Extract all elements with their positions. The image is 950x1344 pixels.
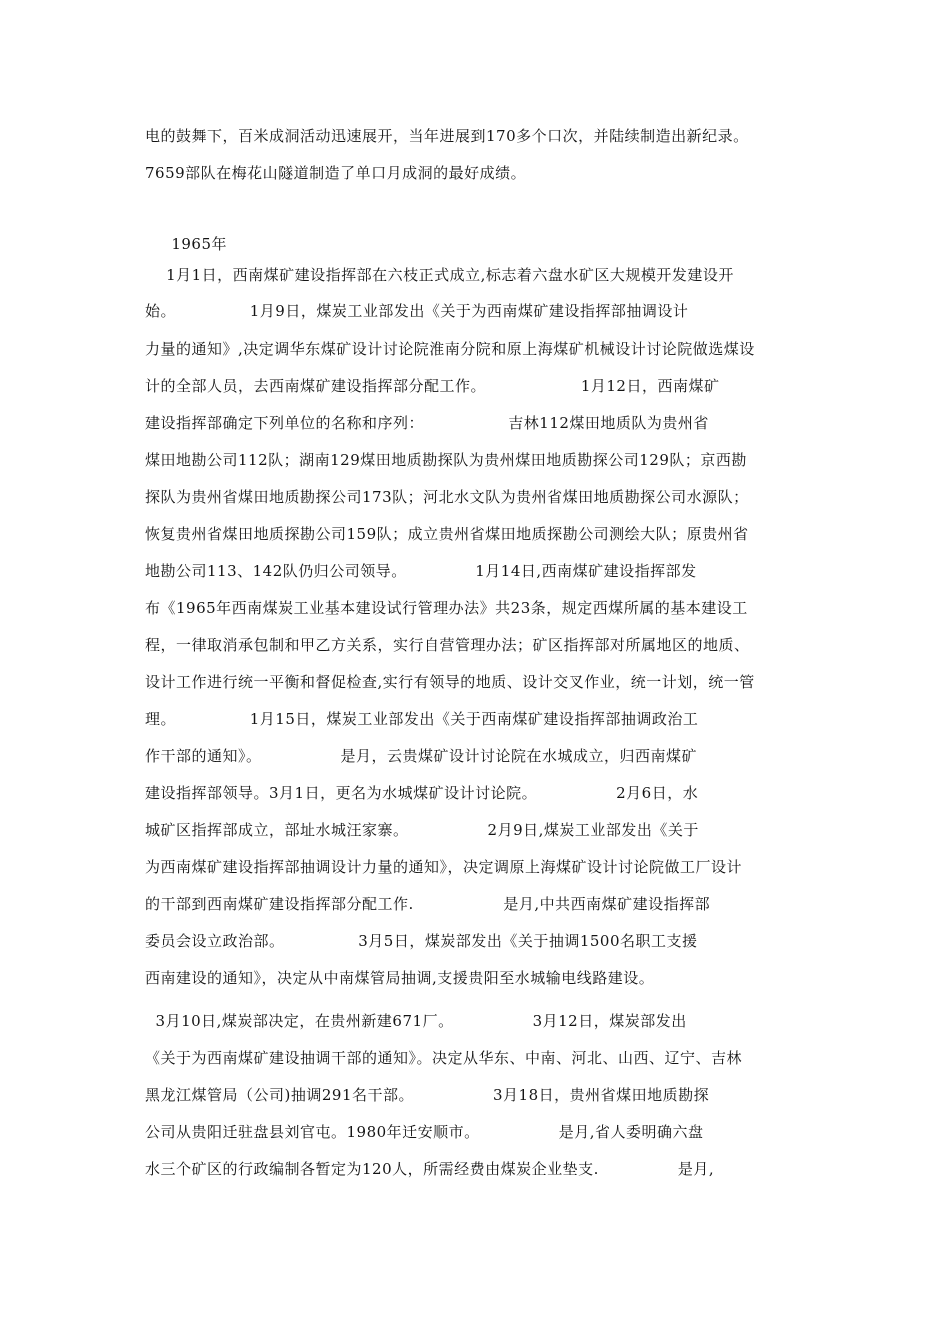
text-line: 设计工作进行统一平衡和督促检查,实行有领导的地质、设计交叉作业，统一计划，统一管 <box>145 673 755 691</box>
text-line: 7659部队在梅花山隧道制造了单口月成洞的最好成绩。 <box>145 164 527 182</box>
text-line: 为西南煤矿建设指挥部抽调设计力量的通知》，决定调原上海煤矿设计讨论院做工厂设计 <box>145 858 743 876</box>
text-line: 西南建设的通知》，决定从中南煤管局抽调,支援贵阳至水城输电线路建设。 <box>145 969 655 987</box>
text-line: 建设指挥部领导。3月1日，更名为水城煤矿设计讨论院。 2月6日，水 <box>145 784 699 802</box>
text-line: 恢复贵州省煤田地质探勘公司159队；成立贵州省煤田地质探勘公司测绘大队；原贵州省 <box>145 525 749 543</box>
text-line: 理。 1月15日，煤炭工业部发出《关于西南煤矿建设指挥部抽调政治工 <box>145 710 699 728</box>
text-line: 电的鼓舞下，百米成洞活动迅速展开，当年进展到170多个口次，并陆续制造出新纪录。 <box>145 127 749 145</box>
text-line: 3月10日,煤炭部决定，在贵州新建671厂。 3月12日，煤炭部发出 <box>145 1012 687 1030</box>
text-line: 公司从贵阳迁驻盘县刘官屯。1980年迁安顺市。 是月,省人委明确六盘 <box>145 1123 704 1141</box>
text-line: 1月1日，西南煤矿建设指挥部在六枝正式成立,标志着六盘水矿区大规模开发建设开 <box>145 266 734 284</box>
text-line: 建设指挥部确定下列单位的名称和序列： 吉林112煤田地质队为贵州省 <box>145 414 709 432</box>
text-line: 煤田地勘公司112队；湖南129煤田地质勘探队为贵州煤田地质勘探公司129队；京西勘 <box>145 451 747 469</box>
text-line: 计的全部人员，去西南煤矿建设指挥部分配工作。 1月12日，西南煤矿 <box>145 377 720 395</box>
text-line: 始。 1月9日，煤炭工业部发出《关于为西南煤矿建设指挥部抽调设计 <box>145 302 689 320</box>
text-line: 1965年 <box>145 235 228 253</box>
text-line: 的干部到西南煤矿建设指挥部分配工作. 是月,中共西南煤矿建设指挥部 <box>145 895 711 913</box>
text-line: 《关于为西南煤矿建设抽调干部的通知》。决定从华东、中南、河北、山西、辽宁、吉林 <box>145 1049 743 1067</box>
text-line: 委员会设立政治部。 3月5日，煤炭部发出《关于抽调1500名职工支援 <box>145 932 698 950</box>
text-line: 探队为贵州省煤田地质勘探公司173队；河北水文队为贵州省煤田地质勘探公司水源队； <box>145 488 749 506</box>
text-line: 作干部的通知》。 是月，云贵煤矿设计讨论院在水城成立，归西南煤矿 <box>145 747 698 765</box>
text-line: 力量的通知》,决定调华东煤矿设计讨论院淮南分院和原上海煤矿机械设计讨论院做选煤设 <box>145 340 755 358</box>
text-line: 布《1965年西南煤炭工业基本建设试行管理办法》共23条，规定西煤所属的基本建设工 <box>145 599 748 617</box>
text-line: 地勘公司113、142队仍归公司领导。 1月14日,西南煤矿建设指挥部发 <box>145 562 697 580</box>
text-line: 程，一律取消承包制和甲乙方关系，实行自营管理办法；矿区指挥部对所属地区的地质、 <box>145 636 750 654</box>
text-line: 城矿区指挥部成立，部址水城汪家寨。 2月9日,煤炭工业部发出《关于 <box>145 821 699 839</box>
text-line: 黑龙江煤管局（公司)抽调291名干部。 3月18日，贵州省煤田地质勘探 <box>145 1086 710 1104</box>
text-line: 水三个矿区的行政编制各暂定为120人，所需经费由煤炭企业垫支. 是月, <box>145 1160 715 1178</box>
